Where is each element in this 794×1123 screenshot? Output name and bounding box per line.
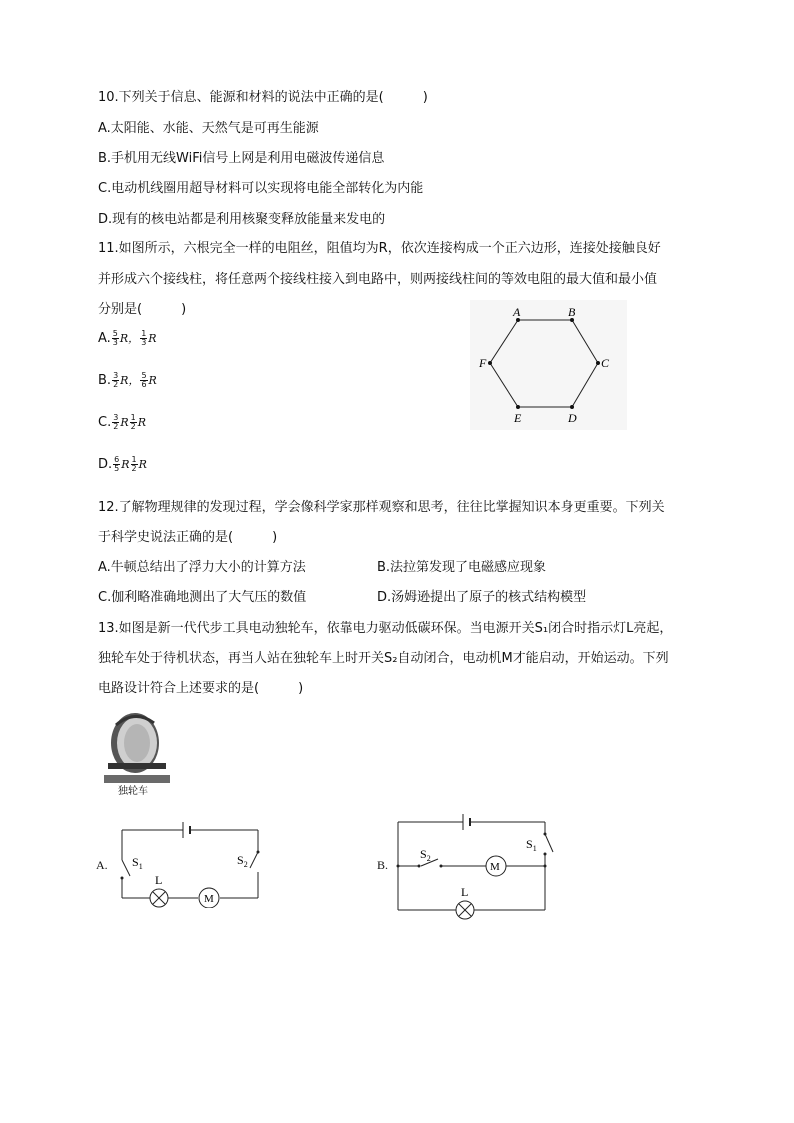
circuit-a-label: A. [96,858,108,872]
q10-option-b: B.手机用无线WiFi信号上网是利用电磁波传递信息 [98,151,385,166]
hex-label-e: E [514,411,522,425]
q11-option-b: B. $\frac{3}{2}$ R， $\frac{5}{6}$ R [98,371,157,389]
q13-stem-line1: 13.如图是新一代代步工具电动独轮车，依靠电力驱动低碳环保。当电源开关S₁闭合时指示灯L亮起， [98,621,673,636]
circuit-b-diagram [390,810,560,920]
q12-stem-line2: 于科学史说法正确的是( ) [98,530,278,545]
unicycle-image [102,705,172,785]
q13-stem-line2: 独轮车处于待机状态，再当人站在独轮车上时开关S₂自动闭合，电动机M才能启动，开始运动。下列 [98,651,669,666]
hex-label-d: D [568,411,577,425]
circuit-b-motor-label: M [490,861,500,873]
circuit-a-s2: $S_2$ [237,853,248,869]
circuit-b-lamp-label: L [461,885,469,899]
q10-option-a: A.太阳能、水能、天然气是可再生能源 [98,121,319,136]
hex-label-c: C [601,356,610,370]
q11-stem-line2: 并形成六个接线柱，将任意两个接线柱接入到电路中，则两接线柱间的等效电阻的最大值和最小值 [98,272,658,287]
circuit-b-s2: $S_2$ [420,847,431,863]
q11-stem-line3: 分别是( ) [98,302,187,317]
circuit-a-diagram [110,818,270,908]
circuit-a-lamp-label: L [155,873,163,887]
circuit-a-motor-label: M [204,893,214,905]
q12-option-a: A.牛顿总结出了浮力大小的计算方法 [98,560,306,575]
hexagon-figure [470,300,627,430]
q11-stem-line1: 11.如图所示，六根完全一样的电阻丝，阻值均为R，依次连接构成一个正六边形，连接处接触良好 [98,241,661,256]
q12-option-b: B.法拉第发现了电磁感应现象 [377,560,547,575]
q11-option-a: A. $\frac{5}{3}$ R， $\frac{1}{3}$ R [98,329,157,347]
q12-stem-line1: 12.了解物理规律的发现过程，学会像科学家那样观察和思考，往往比掌握知识本身更重要。下列关 [98,500,665,515]
circuit-a-s1: $S_1$ [132,855,143,871]
q12-option-d: D.汤姆逊提出了原子的核式结构模型 [377,590,587,605]
circuit-b-label: B. [377,858,389,872]
hex-label-f: F [479,356,487,370]
hex-label-b: B [568,305,576,319]
hex-label-a: A [513,305,521,319]
unicycle-caption: 独轮车 [118,786,148,797]
q10-option-c: C.电动机线圈用超导材料可以实现将电能全部转化为内能 [98,181,424,196]
q10-stem: 10.下列关于信息、能源和材料的说法中正确的是( ) [98,90,428,105]
q11-option-d: D. $\frac{6}{5}$ R $\frac{1}{2}$ R [98,455,147,473]
q10-option-d: D.现有的核电站都是利用核聚变释放能量来发电的 [98,212,386,227]
circuit-b-s1: $S_1$ [526,837,537,853]
q12-option-c: C.伽利略准确地测出了大气压的数值 [98,590,307,605]
q11-option-c: C. $\frac{3}{2}$ R $\frac{1}{2}$ R [98,413,146,431]
q13-stem-line3: 电路设计符合上述要求的是( ) [98,681,304,696]
